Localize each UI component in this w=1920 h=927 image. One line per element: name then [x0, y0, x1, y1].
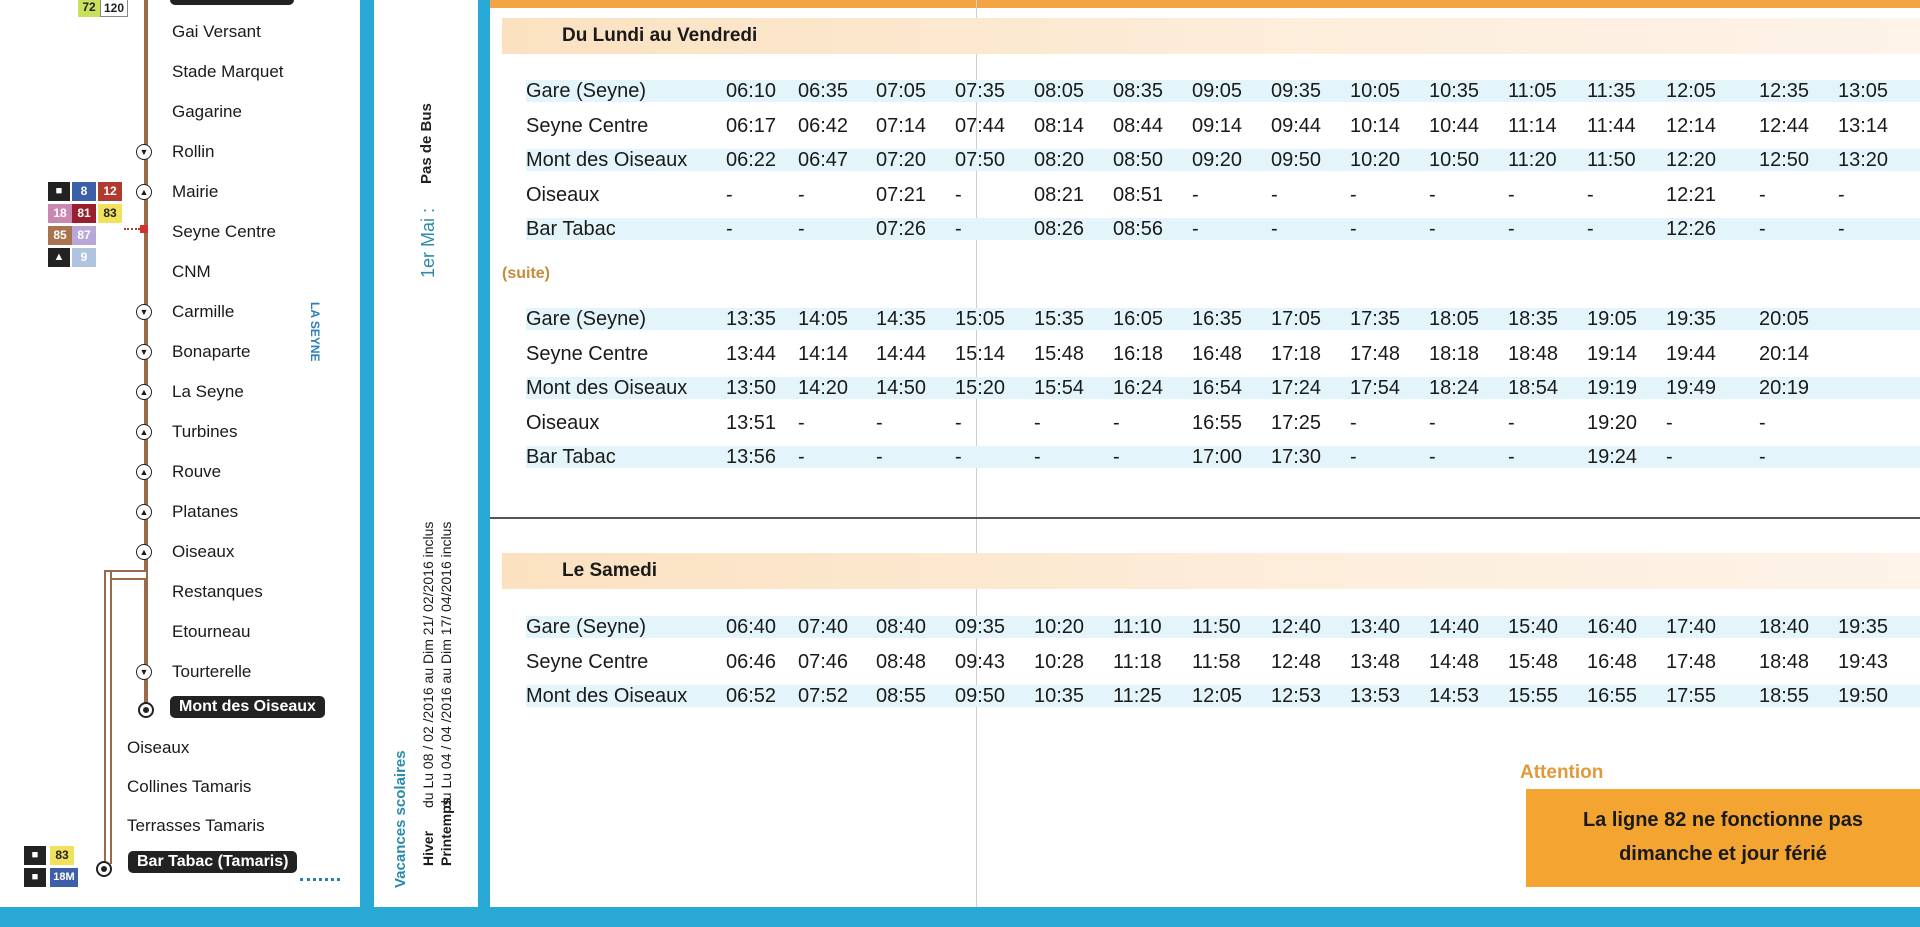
time-cell: 10:20 — [1350, 149, 1401, 171]
stop-name: Seyne Centre — [526, 342, 649, 365]
time-cell: 13:20 — [1838, 149, 1889, 171]
line-badge-120: 120 — [100, 0, 128, 17]
direction-up-icon: ▲ — [136, 464, 152, 480]
line-badge: 8 — [72, 182, 96, 201]
bus-icon: ■ — [24, 846, 46, 865]
time-cell: 17:05 — [1271, 308, 1322, 330]
attention-line-2: dimanche et jour férié — [1619, 843, 1827, 865]
panel-divider — [478, 0, 490, 907]
time-cell: 12:26 — [1666, 218, 1717, 240]
line-badge: 12 — [98, 182, 122, 201]
time-cell: - — [1429, 446, 1436, 468]
route-stop: Oiseaux — [172, 542, 235, 561]
town-label: LA SEYNE — [308, 302, 322, 362]
stop-name: Mont des Oiseaux — [526, 149, 688, 171]
stop-name: Gare (Seyne) — [526, 616, 647, 638]
time-cell: 13:14 — [1838, 114, 1889, 137]
branch-stop: Collines Tamaris — [127, 777, 252, 796]
time-cell: 17:24 — [1271, 377, 1322, 399]
time-cell: 14:14 — [798, 342, 849, 365]
direction-down-icon: ▼ — [136, 344, 152, 360]
time-cell: 15:54 — [1034, 377, 1085, 399]
time-cell: - — [1113, 411, 1120, 434]
time-cell: 12:53 — [1271, 685, 1322, 707]
time-cell: - — [798, 218, 805, 240]
time-cell: - — [1271, 183, 1278, 206]
time-cell: - — [1838, 183, 1845, 206]
time-cell: 07:14 — [876, 114, 927, 137]
stop-name: Mont des Oiseaux — [526, 377, 688, 399]
time-cell: 09:05 — [1192, 80, 1243, 102]
time-cell: - — [955, 411, 962, 434]
time-cell: 14:20 — [798, 377, 849, 399]
timetable-row — [526, 651, 1920, 673]
timetable-row — [526, 377, 1920, 399]
time-cell: 13:05 — [1838, 80, 1889, 102]
time-cell: 17:00 — [1192, 446, 1243, 468]
time-cell: 06:40 — [726, 616, 777, 638]
time-cell: - — [1429, 411, 1436, 434]
time-cell: 08:51 — [1113, 183, 1164, 206]
time-cell: 11:25 — [1113, 685, 1162, 707]
time-cell: 17:25 — [1271, 411, 1322, 434]
hiver-label: Hiver — [420, 830, 436, 866]
terminus-main-label: Mont des Oiseaux — [170, 696, 325, 718]
time-cell: 10:35 — [1429, 80, 1480, 102]
time-cell: 08:14 — [1034, 114, 1085, 137]
branch-stop: Oiseaux — [127, 738, 190, 757]
time-cell: 08:35 — [1113, 80, 1164, 102]
time-cell: 14:53 — [1429, 685, 1480, 707]
time-cell: - — [1350, 411, 1357, 434]
time-cell: 09:35 — [1271, 80, 1322, 102]
stop-name: Seyne Centre — [526, 114, 649, 137]
time-cell: 17:40 — [1666, 616, 1717, 638]
direction-down-icon: ▼ — [136, 144, 152, 160]
time-cell: 16:48 — [1587, 650, 1638, 673]
top-terminus-tab — [170, 0, 294, 5]
timetable-row — [526, 184, 1920, 206]
time-cell: 13:50 — [726, 377, 777, 399]
suite-label: (suite) — [502, 265, 550, 282]
terminus-main-dot — [138, 702, 154, 718]
time-cell: - — [798, 446, 805, 468]
time-cell: 18:48 — [1508, 342, 1559, 365]
time-cell: 09:44 — [1271, 114, 1322, 137]
time-cell: 07:44 — [955, 114, 1006, 137]
route-stop: Platanes — [172, 502, 239, 521]
time-cell: 19:44 — [1666, 342, 1717, 365]
terminus-branch-label: Bar Tabac (Tamaris) — [128, 851, 297, 873]
time-cell: 09:50 — [1271, 149, 1322, 171]
time-cell: 10:20 — [1034, 616, 1085, 638]
time-cell: - — [1429, 218, 1436, 240]
timetable-row — [526, 149, 1920, 171]
section-separator — [490, 517, 1920, 519]
branch-stop: Terrasses Tamaris — [127, 816, 265, 835]
route-stop: Mairie — [172, 182, 219, 201]
time-cell: - — [1759, 183, 1766, 206]
direction-up-icon: ▲ — [136, 544, 152, 560]
time-cell: 18:35 — [1508, 308, 1559, 330]
saturday-title: Le Samedi — [562, 560, 658, 581]
time-cell: 13:48 — [1350, 650, 1401, 673]
time-cell: - — [1350, 446, 1357, 468]
time-cell: 13:51 — [726, 411, 777, 434]
holiday-text: Pas de Bus — [418, 103, 435, 184]
line-badge-72: 72 — [78, 0, 100, 17]
time-cell: - — [876, 446, 883, 468]
time-cell: 08:21 — [1034, 183, 1085, 206]
time-cell: 11:10 — [1113, 616, 1162, 638]
time-cell: 09:14 — [1192, 114, 1243, 137]
time-cell: 14:05 — [798, 308, 849, 330]
route-stop: CNM — [172, 262, 211, 281]
time-cell: 08:56 — [1113, 218, 1164, 240]
time-cell: 15:40 — [1508, 616, 1559, 638]
time-cell: - — [876, 411, 883, 434]
stop-name: Gare (Seyne) — [526, 80, 647, 102]
stop-name: Gare (Seyne) — [526, 308, 647, 330]
route-stop: Rouve — [172, 462, 222, 481]
time-cell: 15:48 — [1034, 342, 1085, 365]
time-cell: 15:20 — [955, 377, 1006, 399]
time-cell: 12:44 — [1759, 114, 1810, 137]
time-cell: 19:14 — [1587, 342, 1638, 365]
time-cell: 10:05 — [1350, 80, 1401, 102]
time-cell: 06:47 — [798, 149, 849, 171]
line-badge: 87 — [72, 226, 96, 245]
time-cell: - — [955, 218, 962, 240]
time-cell: 11:20 — [1508, 149, 1557, 171]
stop-name: Seyne Centre — [526, 650, 649, 673]
hiver-dates: du Lu 08 / 02 /2016 au Dim 21/ 02/2016 inclus — [420, 521, 436, 808]
time-cell: - — [1838, 218, 1845, 240]
timetable-row — [526, 616, 1920, 638]
time-cell: 19:35 — [1838, 616, 1889, 638]
time-cell: 17:48 — [1666, 650, 1717, 673]
time-cell: - — [1759, 446, 1766, 468]
time-cell: 07:21 — [876, 183, 927, 206]
time-cell: 12:20 — [1666, 149, 1717, 171]
time-cell: 19:43 — [1838, 650, 1889, 673]
time-cell: 15:05 — [955, 308, 1006, 330]
stop-name: Bar Tabac — [526, 218, 616, 240]
timetable-row — [526, 343, 1920, 365]
direction-down-icon: ▼ — [136, 664, 152, 680]
route-stop: Stade Marquet — [172, 62, 284, 81]
top-orange-band — [490, 0, 1920, 8]
time-cell: 14:48 — [1429, 650, 1480, 673]
stop-name: Bar Tabac — [526, 446, 616, 468]
time-cell: 18:40 — [1759, 616, 1810, 638]
time-cell: 07:26 — [876, 218, 927, 240]
saturday-header — [502, 553, 1920, 589]
time-cell: 09:35 — [955, 616, 1006, 638]
time-cell: 10:28 — [1034, 650, 1085, 673]
line-badge: 81 — [72, 204, 96, 223]
time-cell: - — [1759, 411, 1766, 434]
panel-divider — [360, 0, 374, 907]
time-cell: 13:35 — [726, 308, 777, 330]
time-cell: 16:24 — [1113, 377, 1164, 399]
time-cell: 13:53 — [1350, 685, 1401, 707]
route-stop: Etourneau — [172, 622, 251, 641]
route-stop: Turbines — [172, 422, 238, 441]
time-cell: 14:35 — [876, 308, 927, 330]
time-cell: 18:48 — [1759, 650, 1810, 673]
time-cell: 19:35 — [1666, 308, 1717, 330]
printemps-label: Printemps — [438, 797, 454, 866]
time-cell: 11:35 — [1587, 80, 1636, 102]
time-cell: 08:50 — [1113, 149, 1164, 171]
timetable-row — [526, 412, 1920, 434]
weekday-title: Du Lundi au Vendredi — [562, 25, 758, 46]
time-cell: 10:35 — [1034, 685, 1085, 707]
time-cell: - — [1034, 411, 1041, 434]
time-cell: 06:52 — [726, 685, 777, 707]
time-cell: 07:40 — [798, 616, 849, 638]
time-cell: 18:18 — [1429, 342, 1480, 365]
time-cell: 07:50 — [955, 149, 1006, 171]
time-cell: 07:35 — [955, 80, 1006, 102]
time-cell: 20:19 — [1759, 377, 1810, 399]
time-cell: 17:30 — [1271, 446, 1322, 468]
time-cell: - — [1350, 183, 1357, 206]
line-badge: 83 — [50, 846, 74, 865]
time-cell: 16:48 — [1192, 342, 1243, 365]
route-stop: Carmille — [172, 302, 235, 321]
time-cell: 19:20 — [1587, 411, 1638, 434]
time-cell: - — [1034, 446, 1041, 468]
time-cell: - — [1429, 183, 1436, 206]
time-cell: 16:55 — [1587, 685, 1638, 707]
direction-up-icon: ▲ — [136, 424, 152, 440]
time-cell: 14:50 — [876, 377, 927, 399]
time-cell: - — [1587, 183, 1594, 206]
time-cell: 15:55 — [1508, 685, 1559, 707]
time-cell: 16:05 — [1113, 308, 1164, 330]
time-cell: 16:54 — [1192, 377, 1243, 399]
timetable-row — [526, 115, 1920, 137]
boat-icon: ▲ — [48, 248, 70, 267]
time-cell: - — [1113, 446, 1120, 468]
timetable-row — [526, 308, 1920, 330]
attention-label: Attention — [1520, 762, 1604, 783]
time-cell: - — [1192, 218, 1199, 240]
attention-box — [1526, 789, 1920, 887]
time-cell: 19:50 — [1838, 685, 1889, 707]
direction-down-icon: ▼ — [136, 304, 152, 320]
time-cell: 11:50 — [1192, 616, 1241, 638]
time-cell: 13:56 — [726, 446, 777, 468]
time-cell: 12:40 — [1271, 616, 1322, 638]
time-cell: 10:44 — [1429, 114, 1480, 137]
printemps-dates: du Lu 04 / 04 /2016 au Dim 17/ 04/2016 inclus — [438, 521, 454, 808]
time-cell: 11:05 — [1508, 80, 1557, 102]
time-cell: 08:48 — [876, 650, 927, 673]
time-cell: 17:35 — [1350, 308, 1401, 330]
route-stop: Rollin — [172, 142, 215, 161]
time-cell: 07:46 — [798, 650, 849, 673]
time-cell: 06:17 — [726, 114, 777, 137]
time-cell: 14:40 — [1429, 616, 1480, 638]
time-cell: 10:50 — [1429, 149, 1480, 171]
line-badge: 83 — [98, 204, 122, 223]
time-cell: 19:19 — [1587, 377, 1638, 399]
time-cell: - — [798, 411, 805, 434]
time-cell: 08:40 — [876, 616, 927, 638]
route-stop: Seyne Centre — [172, 222, 276, 241]
time-cell: 06:10 — [726, 80, 777, 102]
time-cell: 06:35 — [798, 80, 849, 102]
time-cell: - — [1350, 218, 1357, 240]
time-cell: 08:20 — [1034, 149, 1085, 171]
time-cell: 11:14 — [1508, 114, 1557, 137]
time-cell: 15:35 — [1034, 308, 1085, 330]
time-cell: 16:18 — [1113, 342, 1164, 365]
time-cell: 12:05 — [1192, 685, 1243, 707]
route-stop: Gai Versant — [172, 22, 261, 41]
time-cell: 15:48 — [1508, 650, 1559, 673]
time-cell: - — [955, 446, 962, 468]
direction-up-icon: ▲ — [136, 184, 152, 200]
time-cell: 17:18 — [1271, 342, 1322, 365]
time-cell: 18:55 — [1759, 685, 1810, 707]
time-cell: 16:40 — [1587, 616, 1638, 638]
time-cell: 20:05 — [1759, 308, 1810, 330]
branch-line-vertical — [104, 572, 112, 864]
time-cell: 17:48 — [1350, 342, 1401, 365]
time-cell: 18:05 — [1429, 308, 1480, 330]
time-cell: - — [955, 183, 962, 206]
time-cell: 12:48 — [1271, 650, 1322, 673]
stop-name: Oiseaux — [526, 411, 600, 434]
time-cell: 13:44 — [726, 342, 777, 365]
line-badge: 18 — [48, 204, 72, 223]
hub-marker — [140, 225, 148, 233]
time-cell: - — [1271, 218, 1278, 240]
time-cell: 19:49 — [1666, 377, 1717, 399]
time-cell: 17:55 — [1666, 685, 1717, 707]
time-cell: - — [1508, 218, 1515, 240]
time-cell: - — [1666, 411, 1673, 434]
attention-line-1: La ligne 82 ne fonctionne pas — [1582, 809, 1864, 831]
timetable-row — [526, 80, 1920, 102]
stop-name: Mont des Oiseaux — [526, 685, 688, 707]
stop-name: Oiseaux — [526, 183, 600, 206]
line-badge: 85 — [48, 226, 72, 245]
route-map-panel — [0, 0, 360, 907]
time-cell: - — [798, 183, 805, 206]
time-cell: 09:20 — [1192, 149, 1243, 171]
time-cell: 08:05 — [1034, 80, 1085, 102]
time-cell: 18:54 — [1508, 377, 1559, 399]
connector — [124, 228, 140, 230]
time-cell: 11:18 — [1113, 650, 1162, 673]
direction-up-icon: ▲ — [136, 384, 152, 400]
time-cell: - — [1508, 183, 1515, 206]
line-badge: 9 — [72, 248, 96, 267]
time-cell: 06:22 — [726, 149, 777, 171]
time-cell: 19:24 — [1587, 446, 1638, 468]
time-cell: 12:21 — [1666, 183, 1717, 206]
time-cell: 10:14 — [1350, 114, 1401, 137]
timetable-row — [526, 218, 1920, 240]
time-cell: 13:40 — [1350, 616, 1401, 638]
time-cell: 16:55 — [1192, 411, 1243, 434]
time-cell: 09:50 — [955, 685, 1006, 707]
time-cell: 11:50 — [1587, 149, 1636, 171]
time-cell: 19:05 — [1587, 308, 1638, 330]
time-cell: 06:42 — [798, 114, 849, 137]
time-cell: 07:20 — [876, 149, 927, 171]
time-cell: 07:52 — [798, 685, 849, 707]
info-panel — [374, 0, 478, 907]
time-cell: 18:24 — [1429, 377, 1480, 399]
route-stop: Restanques — [172, 582, 263, 601]
time-cell: 07:05 — [876, 80, 927, 102]
time-cell: 20:14 — [1759, 342, 1810, 365]
timetable-row — [526, 446, 1920, 468]
time-cell: - — [726, 218, 733, 240]
time-cell: 17:54 — [1350, 377, 1401, 399]
time-cell: - — [1587, 218, 1594, 240]
direction-up-icon: ▲ — [136, 504, 152, 520]
continuation-dots — [300, 878, 340, 881]
time-cell: 12:14 — [1666, 114, 1717, 137]
time-cell: 15:14 — [955, 342, 1006, 365]
bus-icon: ■ — [48, 182, 70, 201]
time-cell: 12:35 — [1759, 80, 1810, 102]
time-cell: - — [1192, 183, 1199, 206]
time-cell: 06:46 — [726, 650, 777, 673]
time-cell: 12:05 — [1666, 80, 1717, 102]
line-badge: 18M — [50, 868, 78, 887]
time-cell: - — [1666, 446, 1673, 468]
holiday-note — [418, 208, 439, 278]
time-cell: 11:44 — [1587, 114, 1636, 137]
time-cell: - — [1508, 411, 1515, 434]
timetable-panel — [490, 0, 1920, 907]
bus-icon: ■ — [24, 868, 46, 887]
route-stop: Gagarine — [172, 102, 242, 121]
vacances-title: Vacances scolaires — [392, 750, 409, 888]
time-cell: 14:44 — [876, 342, 927, 365]
holiday-title: 1er Mai : — [418, 207, 438, 278]
time-cell: - — [1759, 218, 1766, 240]
time-cell: 08:55 — [876, 685, 927, 707]
timetable-row — [526, 685, 1920, 707]
time-cell: 12:50 — [1759, 149, 1810, 171]
time-cell: 16:35 — [1192, 308, 1243, 330]
time-cell: 11:58 — [1192, 650, 1241, 673]
time-cell: 08:26 — [1034, 218, 1085, 240]
time-cell: - — [726, 183, 733, 206]
time-cell: 09:43 — [955, 650, 1006, 673]
route-stop: La Seyne — [172, 382, 244, 401]
time-cell: 08:44 — [1113, 114, 1164, 137]
weekday-header — [502, 18, 1920, 54]
route-stop: Bonaparte — [172, 342, 251, 361]
route-stop: Tourterelle — [172, 662, 252, 681]
terminus-branch-dot — [96, 861, 112, 877]
time-cell: - — [1508, 446, 1515, 468]
